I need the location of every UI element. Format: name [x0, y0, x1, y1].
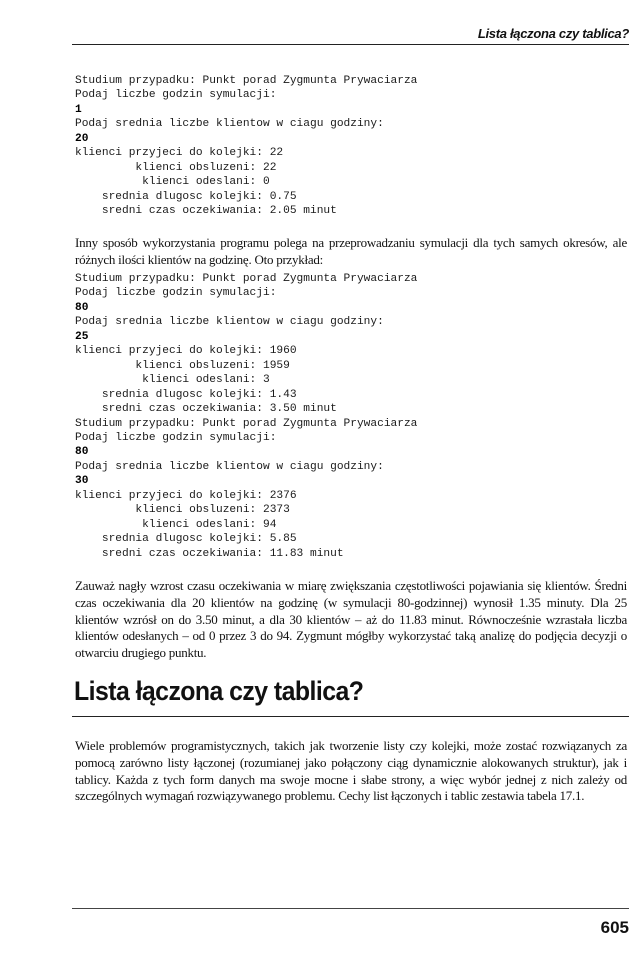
footer-rule: [72, 908, 629, 909]
intro-paragraph: Inny sposób wykorzystania programu polega na przeprowadzaniu symulacji dla tych samych okresów, ale różnych ilości klientów na godzinę. Oto przykład:: [75, 235, 627, 267]
analysis-paragraph: Zauważ nagły wzrost czasu oczekiwania w miarę zwiększania częstotliwości pojawiania się klientów. Średni czas oczekiwania dla 20 klientów na godzinę (w symulacji 80-godzinnej) wynosił 1.35 minuty. Dla 25 klientów wzrósł on do 3.50 minut, a dla 30 klientów – aż do 11.83 minut. Równocześnie wzrastała liczba klientów odesłanych – od 0 przez 3 do 94. Zygmunt mógłby wykorzystać taką analizę do podjęcia decyzji o otwarciu drugiego punktu.: [75, 578, 627, 661]
code-line: sredni czas oczekiwania: 3.50 minut: [75, 403, 337, 416]
code-line: Podaj srednia liczbe klientow w ciagu godziny:: [75, 460, 384, 473]
code-line: klienci przyjeci do kolejki: 22: [75, 147, 284, 160]
code-line: Studium przypadku: Punkt porad Zygmunta Prywaciarza: [75, 417, 418, 430]
code-user-input: 80: [75, 301, 89, 314]
code-user-input: 20: [75, 132, 89, 145]
code-line: Podaj liczbe godzin symulacji:: [75, 287, 277, 300]
code-line: klienci obsluzeni: 2373: [75, 504, 290, 517]
code-line: Podaj srednia liczbe klientow w ciagu godziny:: [75, 316, 384, 329]
code-line: srednia dlugosc kolejki: 0.75: [75, 190, 297, 203]
section-heading-rule: [72, 716, 629, 717]
code-line: srednia dlugosc kolejki: 5.85: [75, 533, 297, 546]
code-line: srednia dlugosc kolejki: 1.43: [75, 388, 297, 401]
code-line: klienci przyjeci do kolejki: 2376: [75, 489, 297, 502]
code-line: klienci odeslani: 0: [75, 176, 270, 189]
page-number: 605: [600, 918, 629, 937]
code-output-block-2: [75, 272, 417, 561]
code-user-input: 80: [75, 446, 89, 459]
code-line: Studium przypadku: Punkt porad Zygmunta Prywaciarza: [75, 273, 418, 285]
code-line: Podaj liczbe godzin symulacji:: [75, 89, 277, 102]
code-line: klienci przyjeci do kolejki: 1960: [75, 345, 297, 358]
code-user-input: 25: [75, 330, 89, 343]
code-line: klienci odeslani: 94: [75, 518, 277, 531]
section-paragraph: Wiele problemów programistycznych, takich jak tworzenie listy czy kolejki, może zostać rozwiązanych za pomocą zarówno listy łączonej (rozumianej jako połączony ciąg dynamicznie alokowanych struktur), jak i tablicy. Każda z tych form danych ma swoje mocne i słabe strony, a więc wybór jednej z nich zależy od szczególnych wymagań rozwiązywanego problemu. Cechy list łączonych i tablic zestawia tabela 17.1.: [75, 738, 627, 804]
code-line: Studium przypadku: Punkt porad Zygmunta Prywaciarza: [75, 75, 418, 87]
code-user-input: 30: [75, 475, 89, 488]
code-line: klienci odeslani: 3: [75, 374, 270, 387]
running-header: Lista łączona czy tablica?: [477, 26, 629, 41]
section-heading: Lista łączona czy tablica?: [74, 676, 364, 706]
code-line: Podaj liczbe godzin symulacji:: [75, 431, 277, 444]
code-line: klienci obsluzeni: 1959: [75, 359, 290, 372]
code-output-block-1: [75, 74, 417, 219]
code-line: Podaj srednia liczbe klientow w ciagu godziny:: [75, 118, 384, 131]
code-line: sredni czas oczekiwania: 2.05 minut: [75, 205, 337, 218]
code-line: sredni czas oczekiwania: 11.83 minut: [75, 547, 344, 560]
code-line: klienci obsluzeni: 22: [75, 161, 277, 174]
header-rule: [72, 44, 629, 45]
code-user-input: 1: [75, 103, 82, 116]
